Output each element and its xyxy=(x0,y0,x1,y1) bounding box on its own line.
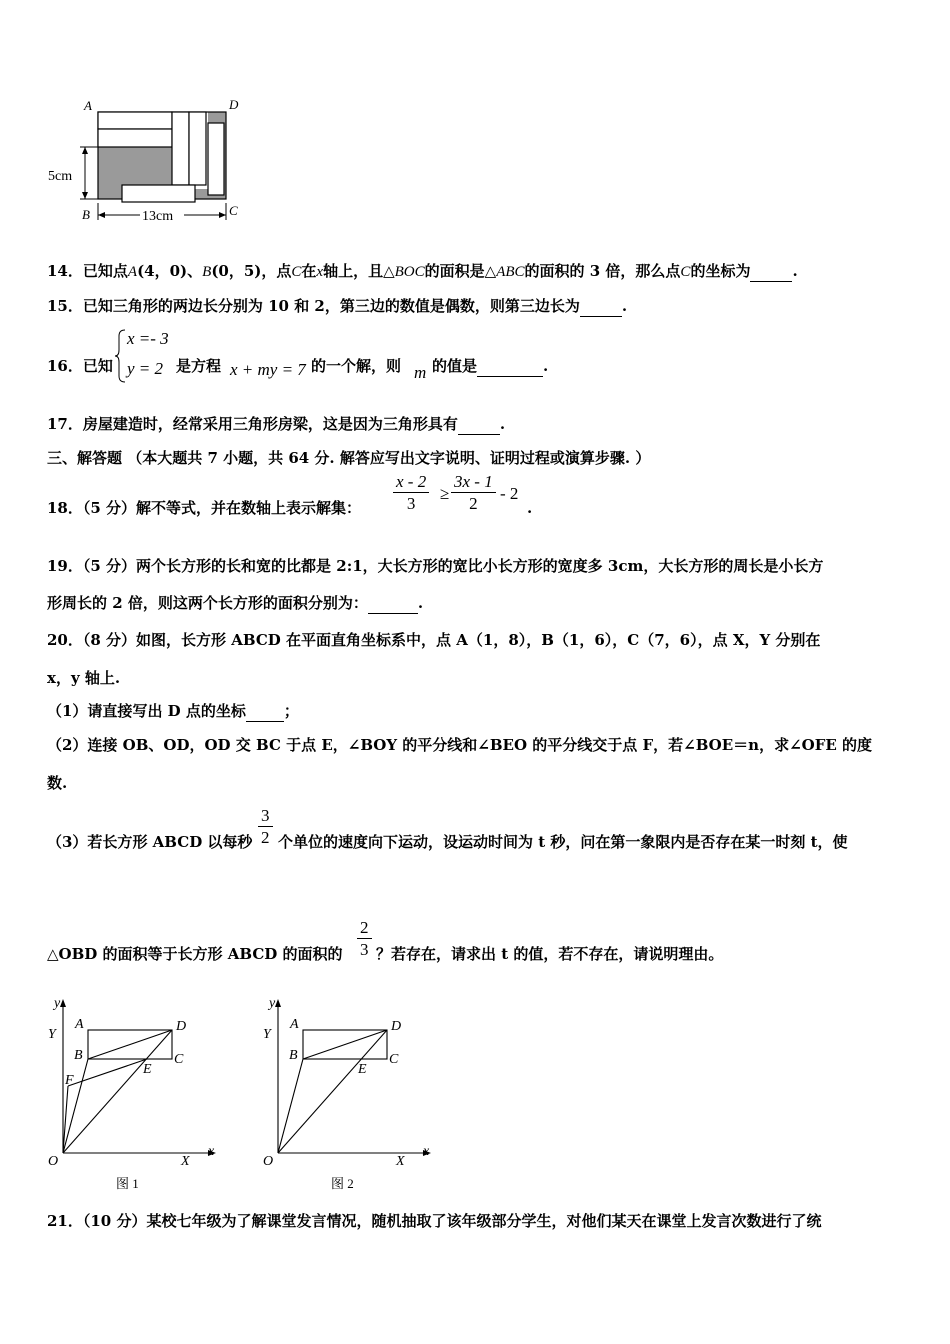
question-16-prefix: 16．已知 xyxy=(47,357,113,375)
section-heading: 三、解答题 （本大题共 7 小题，共 64 分. 解答应写出文字说明、证明过程或演算步骤. ） xyxy=(47,449,651,467)
svg-text:X: X xyxy=(396,1154,405,1169)
strip xyxy=(208,123,224,195)
question-14: 14．已知点A(4，0)、B(0，5)，点C在x轴上，且△BOC的面积是△ABC的面积的 3 倍，那么点C的坐标为 . xyxy=(47,262,798,280)
question-20-part3a: （3）若长方形 ABCD 以每秒 xyxy=(47,833,253,851)
svg-text:F: F xyxy=(65,1073,74,1088)
question-16-rest: 是方程 xyxy=(176,357,222,375)
svg-text:O: O xyxy=(48,1154,59,1169)
svg-text:C: C xyxy=(174,1052,184,1067)
height-label: 5cm xyxy=(48,169,73,184)
question-17: 17．房屋建造时，经常采用三角形房梁，这是因为三角形具有 . xyxy=(47,415,506,433)
answer-blank[interactable] xyxy=(246,701,284,722)
label-b: B xyxy=(82,207,90,222)
question-20-part2a: （2）连接 OB、OD，OD 交 BC 于点 E，∠BOY 的平分线和∠BEO 的平分线交于点 F，若∠BOE＝n，求∠OFE 的度 xyxy=(47,736,873,754)
answer-blank[interactable] xyxy=(750,261,792,282)
question-15: 15．已知三角形的两边长分别为 10 和 2，第三边的数值是偶数，则第三边长为 . xyxy=(47,297,628,315)
answer-blank[interactable] xyxy=(458,414,500,435)
fraction-left: $\frac{x - 2}{3}$ xyxy=(393,472,429,515)
fraction-three-halves: $\frac{3}{2}$ xyxy=(258,806,273,849)
q18-end: . xyxy=(527,499,533,517)
system-eq-1: x =- 3 xyxy=(127,329,169,348)
equation: x + my = 7 xyxy=(230,360,306,379)
svg-text:O: O xyxy=(263,1154,274,1169)
answer-blank[interactable] xyxy=(477,356,543,377)
svg-text:B: B xyxy=(289,1048,298,1063)
svg-text:E: E xyxy=(143,1062,152,1077)
svg-text:y: y xyxy=(54,996,61,1011)
figure-1-caption: 图 1 xyxy=(116,1176,139,1191)
question-16-rest3: 的值是 . xyxy=(432,357,549,375)
minus-two: - 2 xyxy=(500,484,519,503)
answer-blank[interactable] xyxy=(368,593,418,614)
question-20-part1: （1）请直接写出 D 点的坐标 ； xyxy=(47,702,299,720)
question-20-line1: 20．（8 分）如图，长方形 ABCD 在平面直角坐标系中，点 A（1，8），B（1，6），C（7，6），点 X，Y 分别在 xyxy=(47,631,821,649)
label-a: A xyxy=(84,98,92,113)
strip xyxy=(122,185,195,202)
question-16-rest2: 的一个解，则 xyxy=(311,357,402,375)
figure-2-caption: 图 2 xyxy=(331,1176,354,1191)
question-21-line1: 21．（10 分）某校七年级为了解课堂发言情况，随机抽取了该年级部分学生，对他们某天在课堂上发言次数进行了统 xyxy=(47,1212,822,1230)
strip xyxy=(98,112,172,129)
width-label: 13cm xyxy=(142,209,174,224)
svg-text:C: C xyxy=(389,1052,399,1067)
svg-text:A: A xyxy=(290,1017,299,1032)
svg-text:E: E xyxy=(358,1062,367,1077)
coordinate-figure-1 xyxy=(40,993,230,1193)
fraction-right: $\frac{3x - 1}{2}$ xyxy=(451,472,496,515)
question-19-line1: 19．（5 分）两个长方形的长和宽的比都是 2:1，大长方形的宽比小长方形的宽度多 3cm，大长方形的周长是小长方 xyxy=(47,557,824,575)
question-20-part3b: 个单位的速度向下运动，设运动时间为 t 秒，问在第一象限内是否存在某一时刻 t，使 xyxy=(278,833,848,851)
question-19-line2: 形周长的 2 倍，则这两个长方形的面积分别为： . xyxy=(47,594,424,612)
variable-m: m xyxy=(414,363,427,382)
question-20-part4a: △OBD 的面积等于长方形 ABCD 的面积的 xyxy=(47,945,343,963)
fraction-two-thirds: $\frac{2}{3}$ xyxy=(357,918,372,961)
answer-blank[interactable] xyxy=(580,296,622,317)
strip xyxy=(98,129,172,147)
question-20-part4b: ？若存在，请求出 t 的值，若不存在，请说明理由。 xyxy=(376,945,724,963)
svg-text:D: D xyxy=(176,1019,187,1034)
svg-text:A: A xyxy=(75,1017,84,1032)
rectangle-strips-figure xyxy=(40,95,260,225)
system-brace xyxy=(115,328,127,384)
svg-text:Y: Y xyxy=(263,1027,271,1042)
label-c: C xyxy=(229,203,238,218)
strip xyxy=(172,112,189,185)
ge-sign: ≥ xyxy=(440,484,450,503)
svg-text:y: y xyxy=(269,996,276,1011)
svg-text:x: x xyxy=(208,1144,215,1159)
question-20-part2b: 数. xyxy=(47,774,68,792)
svg-text:x: x xyxy=(423,1144,430,1159)
question-18: 18．（5 分）解不等式，并在数轴上表示解集： xyxy=(47,499,362,517)
svg-text:B: B xyxy=(74,1048,83,1063)
system-eq-2: y = 2 xyxy=(127,359,164,378)
coordinate-figure-2 xyxy=(255,993,445,1193)
svg-text:D: D xyxy=(391,1019,402,1034)
question-20-line2: x，y 轴上. xyxy=(47,669,121,687)
label-d: D xyxy=(229,97,239,112)
svg-text:Y: Y xyxy=(48,1027,56,1042)
svg-text:X: X xyxy=(181,1154,190,1169)
strip xyxy=(189,112,206,185)
